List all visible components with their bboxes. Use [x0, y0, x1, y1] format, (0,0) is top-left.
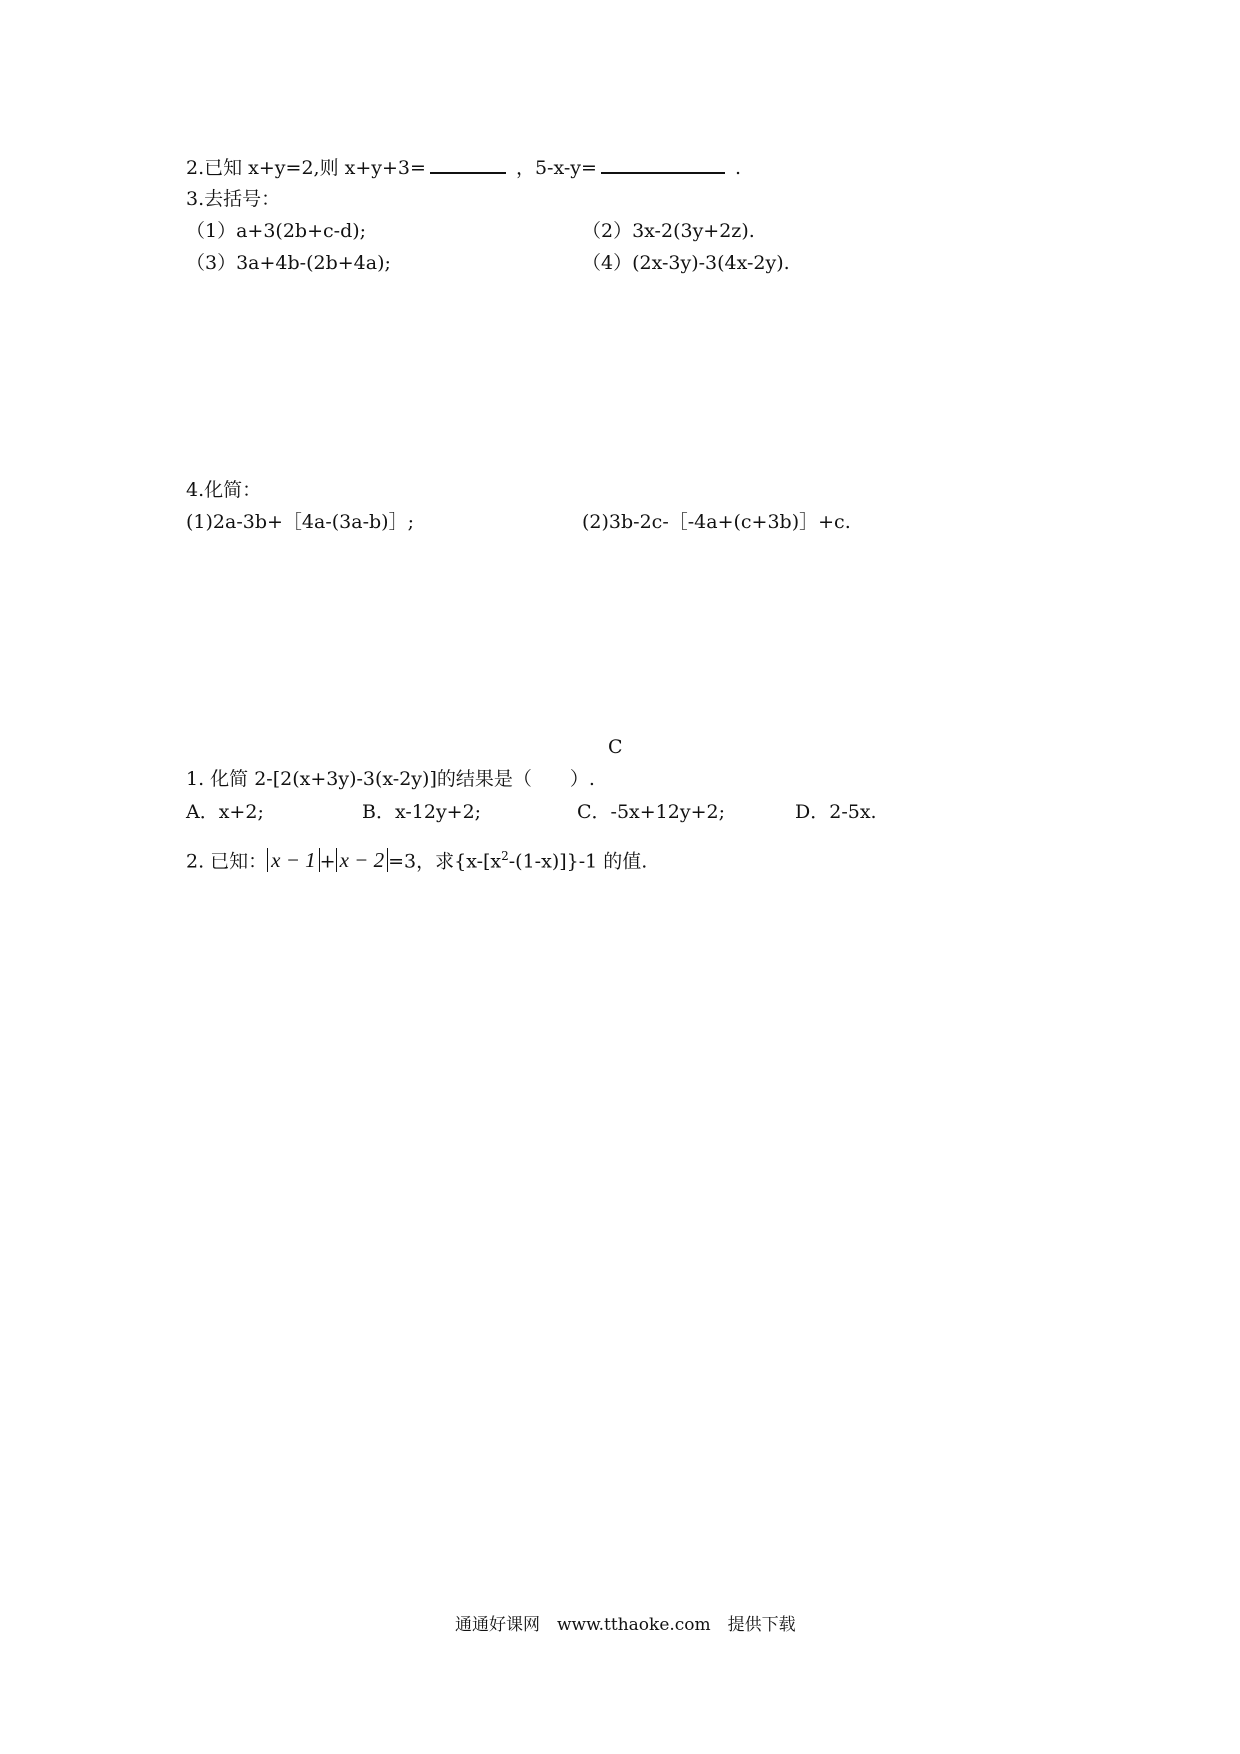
- section-c-heading: C: [608, 736, 623, 758]
- q3-item-1: （1）a+3(2b+c-d);: [186, 220, 367, 242]
- c-q1-stem: 1. 化简 2-[2(x+3y)-3(x-2y)]的结果是（ ）.: [186, 768, 595, 790]
- exponent: 2: [501, 849, 509, 863]
- footer-credit: 通通好课网 www.tthaoke.com 提供下载: [455, 1615, 796, 1635]
- q3-item-4: （4）(2x-3y)-3(4x-2y).: [582, 252, 790, 274]
- answer-blank-2[interactable]: [601, 156, 725, 174]
- c-q1-option-a: A．x+2;: [186, 801, 264, 823]
- c-q2-mid: =3，求{x-[x: [388, 850, 502, 873]
- q4-item-2: (2)3b-2c-［-4a+(c+3b)］+c.: [582, 511, 851, 533]
- answer-blank-1[interactable]: [430, 156, 506, 174]
- q4-title: 4.化简：: [186, 479, 262, 501]
- q2-line: [186, 155, 741, 181]
- plus-sign: +: [319, 850, 336, 873]
- q2-end: .: [734, 157, 742, 179]
- q3-item-2: （2）3x-2(3y+2z).: [582, 220, 755, 242]
- abs-value-2: x − 2: [336, 848, 389, 872]
- c-q2-tail: -(1-x)]}-1 的值.: [508, 850, 648, 873]
- q4-item-1: (1)2a-3b+［4a-(3a-b)］;: [186, 511, 414, 533]
- abs-value-1: x − 1: [267, 848, 320, 872]
- c-q2-line: [186, 843, 647, 874]
- q2-sep: ，5-x-y=: [515, 157, 597, 179]
- c-q2-prefix: 2. 已知：: [186, 850, 268, 873]
- q3-item-3: （3）3a+4b-(2b+4a);: [186, 252, 391, 274]
- c-q1-option-c: C．-5x+12y+2;: [577, 801, 726, 823]
- q2-prefix: 2.已知 x+y=2,则 x+y+3=: [186, 157, 426, 179]
- c-q1-option-d: D．2-5x.: [795, 801, 877, 823]
- c-q1-option-b: B．x-12y+2;: [362, 801, 482, 823]
- q3-title: 3.去括号：: [186, 188, 281, 210]
